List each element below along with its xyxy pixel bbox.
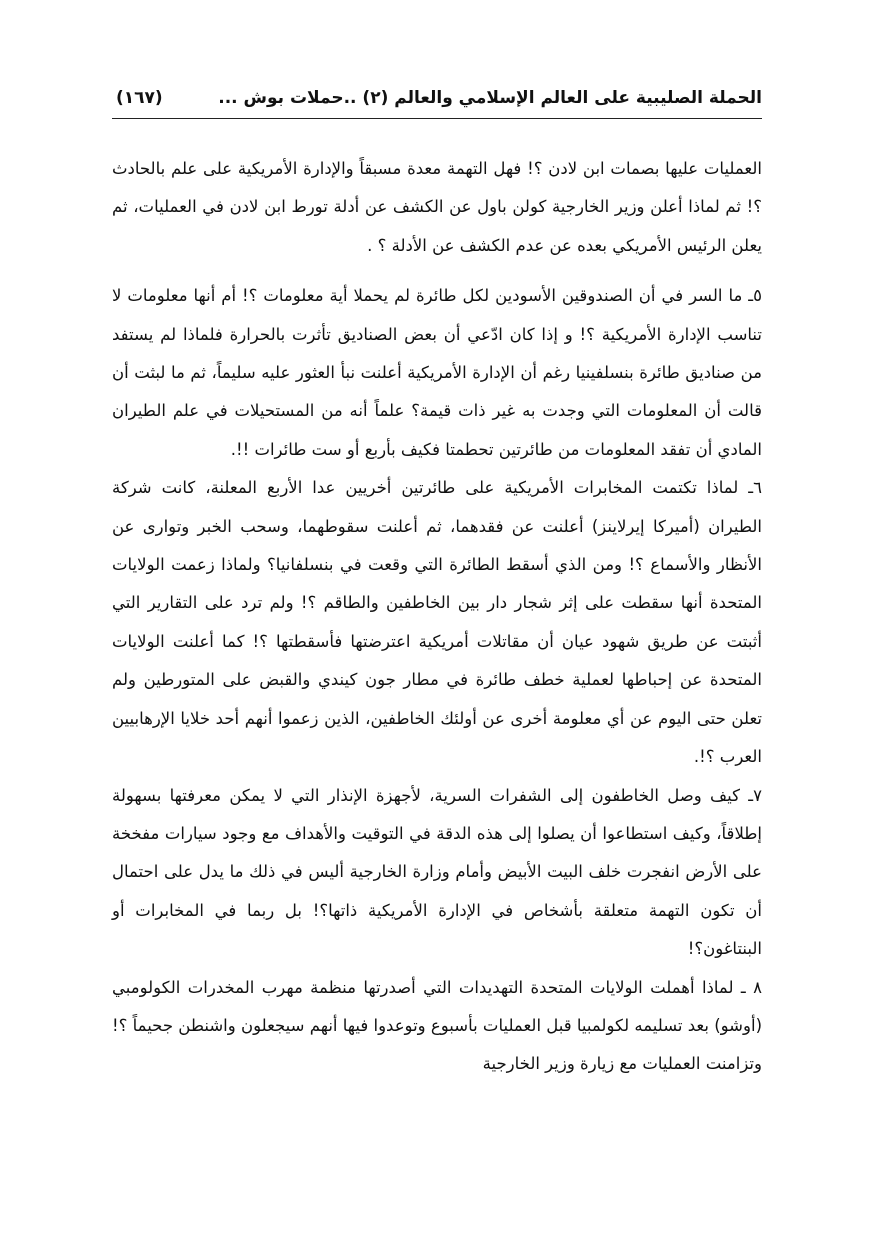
running-title: الحملة الصليبية على العالم الإسلامي والعالم (٢) ..حملات بوش ...: [218, 88, 762, 108]
page-header: [112, 88, 762, 119]
paragraph-continuation: العمليات عليها بصمات ابن لادن ؟! فهل التهمة معدة مسبقاً والإدارة الأمريكية على علم بالحادث ؟! ثم لماذا أعلن وزير الخارجية كولن باول عن الكشف عن أدلة تورط ابن لادن في العمليات، ثم يعلن الرئيس الأمريكي بعده عن عدم الكشف عن الأدلة ؟ .: [112, 159, 762, 255]
page-number: (١٦٧): [116, 88, 163, 108]
paragraph-point-8: ٨ ـ لماذا أهملت الولايات المتحدة التهديدات التي أصدرتها منظمة مهرب المخدرات الكولومبي (أوشو) بعد تسليمه لكولمبيا قبل العمليات بأسبوع وتوعدوا فيها أنهم سيجعلون واشنطن جحيماً ؟! وتزامنت العمليات مع زيارة وزير الخارجية: [112, 977, 762, 1074]
paragraph-point-5: ٥ـ ما السر في أن الصندوقين الأسودين لكل طائرة لم يحملا أية معلومات ؟! أم أنها معلومات لا تناسب الإدارة الأمريكية ؟! و إذا كان ادّعي أن بعض الصناديق تأثرت بالحرارة فلماذا لم يستفد من صناديق طائرة بنسلفينيا رغم أن الإدارة الأمريكية أعلنت نبأ العثور عليه سليماً، ثم ما لبثت أن قالت أن المعلومات التي وجدت به غير ذات قيمة؟ علماً أنه من المستحيلات في علم الطيران المادي أن تفقد المعلومات من طائرتين تحطمتا فكيف بأربع أو ست طائرات !!.: [112, 286, 762, 459]
paragraph-point-6: ٦ـ لماذا تكتمت المخابرات الأمريكية على طائرتين أخريين عدا الأربع المعلنة، كانت شركة الطيران (أميركا إيرلاينز) أعلنت عن فقدهما، ثم أعلنت سقوطهما، وسحب الخبر وتوارى عن الأنظار والأسماع ؟! ومن الذي أسقط الطائرة التي وقعت في بنسلفانيا؟ ولماذا زعمت الولايات المتحدة أنها سقطت على إثر شجار دار بين الخاطفين والطاقم ؟! ولم ترد على التقارير التي أثبتت عن طريق شهود عيان أن مقاتلات أمريكية اعترضتها فأسقطتها ؟! كما أعلنت الولايات المتحدة عن إحباطها لعملية خطف طائرة في مطار جون كيندي والقبض على المتورطين ولم تعلن حتى اليوم عن أي معلومة أخرى عن أولئك الخاطفين، الذين زعموا أنهم أحد خلايا الإرهابيين العرب ؟!.: [112, 478, 762, 767]
paragraph-gap: [112, 265, 762, 277]
paragraph-point-7: ٧ـ كيف وصل الخاطفون إلى الشفرات السرية، لأجهزة الإنذار التي لا يمكن معرفتها بسهولة إطلاقاً، وكيف استطاعوا أن يصلوا إلى هذه الدقة في التوقيت والأهداف مع وجود سيارات مفخخة على الأرض انفجرت خلف البيت الأبيض وأمام وزارة الخارجية أليس في ذلك ما يدل على احتمال أن تكون التهمة متعلقة بأشخاص في الإدارة الأمريكية ذاتها؟! بل ربما في المخابرات أو البنتاغون؟!: [112, 785, 762, 959]
body-text: [112, 150, 762, 1084]
